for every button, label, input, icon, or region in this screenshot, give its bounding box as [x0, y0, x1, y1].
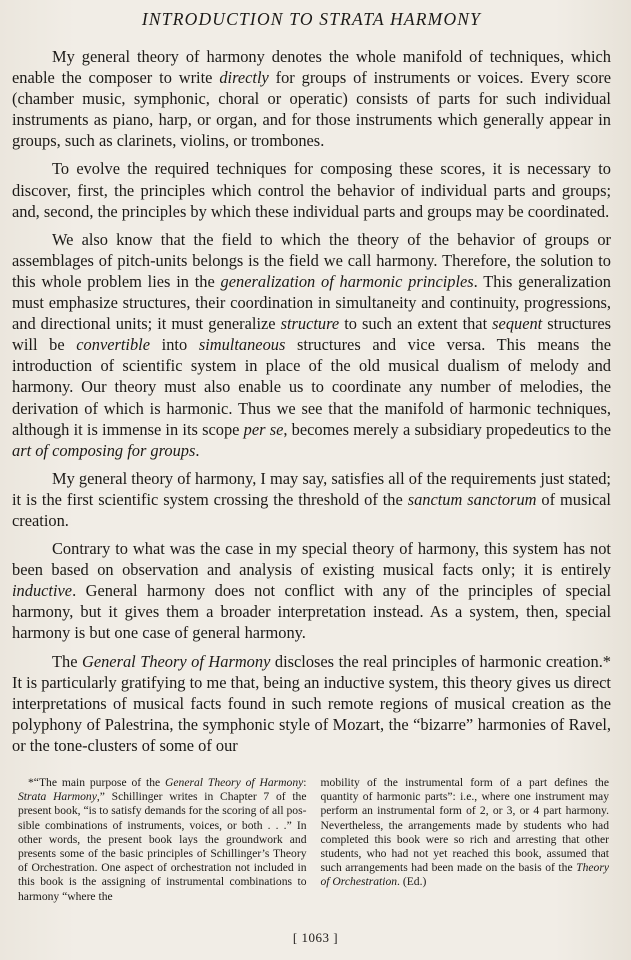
page-number: [ 1063 ]	[292, 930, 339, 945]
italic-text: inductive	[12, 581, 73, 601]
paragraph	[12, 229, 611, 461]
text-run: for groups of instruments or voices. Every score (chamber music, symphonic, choral or operatic) consists of parts for such individual instruments as piano, harp, or organ, and for those instruments which generally appear in groups, such as clarinets, violins, or trombones.	[12, 68, 611, 151]
italic-text: General Theory of Harmony	[165, 776, 304, 789]
paragraph	[12, 46, 611, 151]
italic-text: structure	[280, 314, 340, 334]
text-run: My general theory of harmony, I may say, satisfies all of the requirements just stated; it is the first scientific system crossing the threshold of the	[12, 468, 611, 509]
text-run: , becomes merely a subsidiary propedeutics to the	[283, 419, 611, 439]
footnote-column-left	[18, 776, 307, 904]
footnote	[18, 776, 609, 904]
text-run: :	[303, 776, 307, 789]
italic-text: simultaneous	[198, 335, 286, 355]
text-run: of musical creation.	[12, 489, 611, 530]
text-run: .	[195, 440, 200, 460]
italic-text: generalization of harmonic principles	[220, 271, 474, 291]
italic-text: sequent	[492, 314, 543, 334]
paragraph	[12, 538, 611, 643]
footnote-text	[18, 776, 307, 904]
text-run: . This generalization must emphasize structures, their coordination in simultaneity and continuity, progressions, and directional units; it must generalize	[12, 271, 611, 334]
text-run: . General harmony does not conflict with any of the principles of special harmony, but it gives them a broader interpretation instead. As a system, then, special harmony is but one case of general harmony.	[12, 581, 611, 643]
italic-text: directly	[219, 68, 269, 88]
text-run: *“The main purpose of the	[28, 776, 166, 789]
paragraph	[12, 158, 611, 221]
italic-text: sanctum sanctorum	[407, 489, 537, 509]
text-run: structures and vice versa. This means the introduction of scientific system in place of the old musical dualism of melody and harmony. Our theory must also enable us to coordinate any number of melodies, the derivation of which is harmonic. Thus we see that the manifold of harmonic techniques, although it is immense in its scope	[12, 335, 612, 439]
italic-text: General Theory of Harmony	[82, 651, 271, 671]
text-run: to such an extent that	[339, 314, 493, 334]
footnote-column-right	[321, 776, 610, 904]
text-run: . (Ed.)	[397, 875, 427, 889]
text-run: discloses the real principles of harmonic creation.* It is particularly gratifying to me that, being an inductive system, this theory gives us direct interpretations of musical facts found in such remote regions of musical creation as the polyphony of Palestrina, the symphonic style of Mozart, the “bizarre” harmonies of Ravel, or the tone-clusters of some of our	[12, 651, 611, 755]
text-run: mobility of the instrumental form of a part defines the quantity of harmonic parts”: i.e., where one instrument may perform an instrumental form of 2, or 3, or 4 part harmony. Nevertheless, the arrangements made by students who had completed this book were so rich and arresting that other students, who had not yet reached this book, assumed that such arrangements had been made on the basis of the	[320, 776, 609, 875]
text-run: into	[150, 335, 199, 355]
italic-text: Strata Harmony	[18, 790, 97, 804]
running-head: INTRODUCTION TO STRATA HARMONY	[141, 9, 482, 29]
italic-text: Theory of Orchestration	[320, 861, 609, 889]
text-run: My general theory of harmony denotes the whole manifold of techniques, which enable the composer to write	[12, 47, 611, 88]
text-run: We also know that the field to which the theory of the behavior of groups or assemblages of pitch-units belongs is the field we call harmony. Therefore, the solution to this whole problem lies in the	[12, 229, 611, 291]
body-text	[12, 46, 611, 756]
text-run: ,” Schillinger writes in Chapter 7 of the present book, “is to satisfy demands for the scoring of all possible combinations of instruments, voices, or both . . .” In other words, the present book lays the groundwork and presents some of the basic principles of Schillinger’s Theory of Orchestration. One aspect of orchestration not included in this book is the assigning of instrumental combinations to harmony “where the	[18, 790, 307, 903]
text-run: The	[52, 651, 82, 671]
paragraph	[12, 468, 611, 531]
text-run: To evolve the required techniques for composing these scores, it is necessary to discover, first, the principles which control the behavior of individual parts and groups; and, second, the principles by which these individual parts and groups may be coordinated.	[12, 159, 611, 221]
italic-text: art of composing for groups	[12, 440, 196, 460]
footnote-text	[321, 776, 610, 890]
italic-text: per se	[243, 419, 284, 439]
italic-text: convertible	[76, 335, 151, 355]
text-run: Contrary to what was the case in my special theory of harmony, this system has not been based on observation and analysis of existing musical facts only; it is entirely	[12, 539, 611, 580]
text-run: structures will be	[12, 314, 611, 355]
paragraph	[12, 651, 611, 756]
